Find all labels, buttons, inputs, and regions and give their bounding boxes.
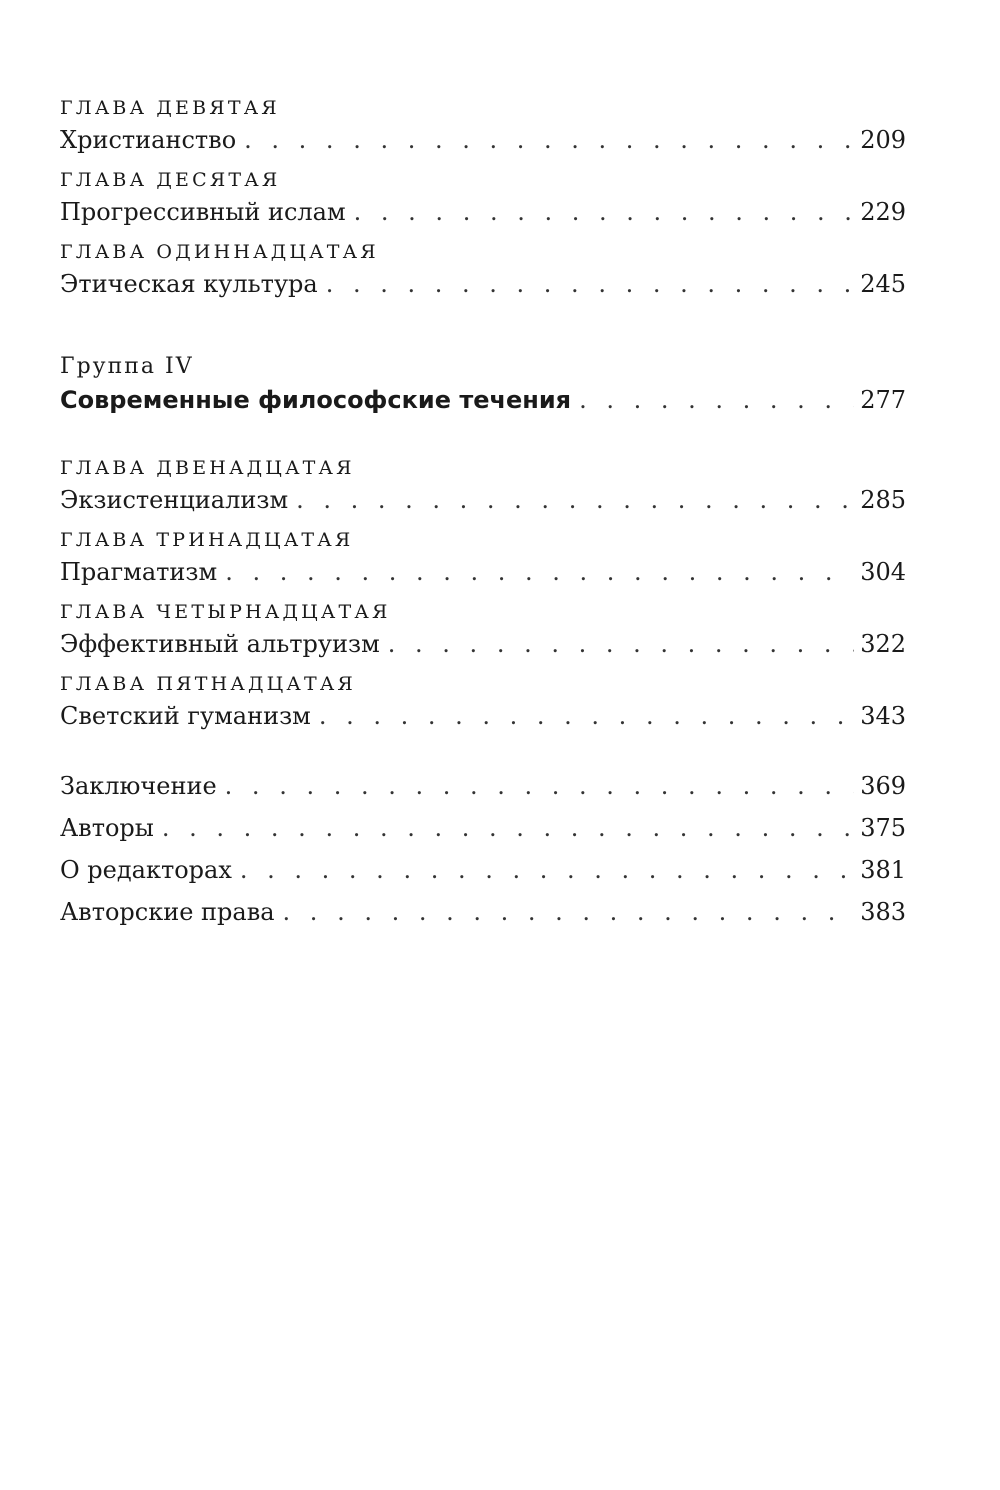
toc-entry[interactable]: [60, 194, 906, 232]
chapter-label: ГЛАВА ПЯТНАДЦАТАЯ: [60, 673, 356, 695]
entry-title: Светский гуманизм: [60, 702, 311, 730]
page-number: 229: [860, 198, 906, 226]
toc-entry[interactable]: [60, 894, 906, 936]
entry-title: Экзистенциализм: [60, 486, 289, 514]
entry-title: Прогрессивный ислам: [60, 198, 346, 226]
page-number: 381: [860, 856, 906, 884]
chapter-label: ГЛАВА ДВЕНАДЦАТАЯ: [60, 457, 355, 479]
page-number: 245: [860, 270, 906, 298]
toc-entry[interactable]: [60, 554, 906, 592]
page-number: 369: [860, 772, 906, 800]
chapter-13: [60, 526, 906, 592]
leader-dots: [319, 698, 854, 734]
leader-dots: [240, 852, 854, 888]
group-label: Группа IV: [60, 354, 194, 379]
entry-title: О редакторах: [60, 856, 232, 884]
toc-entry[interactable]: [60, 852, 906, 894]
back-matter: [60, 768, 906, 936]
leader-dots: [244, 122, 854, 158]
toc-entry[interactable]: [60, 122, 906, 160]
entry-title: Христианство: [60, 126, 237, 154]
page-number: 304: [860, 558, 906, 586]
toc-entry[interactable]: [60, 698, 906, 736]
entry-title: Этическая культура: [60, 270, 318, 298]
chapter-15: [60, 670, 906, 736]
page-number: 209: [860, 126, 906, 154]
chapter-label: ГЛАВА ЧЕТЫРНАДЦАТАЯ: [60, 601, 391, 623]
chapter-label: ГЛАВА ОДИННАДЦАТАЯ: [60, 241, 379, 263]
chapter-label: ГЛАВА ТРИНАДЦАТАЯ: [60, 529, 354, 551]
entry-title: Авторы: [60, 814, 154, 842]
entry-title: Авторские права: [60, 898, 275, 926]
page-number: 383: [860, 898, 906, 926]
entry-title: Заключение: [60, 772, 217, 800]
leader-dots: [354, 194, 855, 230]
leader-dots: [225, 554, 854, 590]
table-of-contents: [60, 88, 906, 936]
chapter-14: [60, 598, 906, 664]
leader-dots: [283, 894, 855, 930]
chapter-9: [60, 94, 906, 160]
toc-entry[interactable]: [60, 810, 906, 852]
toc-entry[interactable]: [60, 482, 906, 520]
leader-dots: [225, 768, 855, 804]
entry-title: Эффективный альтруизм: [60, 630, 380, 658]
group-4: [60, 352, 906, 420]
leader-dots: [579, 382, 854, 418]
toc-entry[interactable]: [60, 768, 906, 810]
entry-title: Прагматизм: [60, 558, 218, 586]
toc-entry[interactable]: [60, 266, 906, 304]
leader-dots: [388, 626, 854, 662]
page-number: 343: [860, 702, 906, 730]
leader-dots: [162, 810, 854, 846]
leader-dots: [296, 482, 854, 518]
page-number: 322: [860, 630, 906, 658]
page-number: 375: [860, 814, 906, 842]
group-title: Современные философские течения: [60, 386, 572, 414]
group-4-chapters: [60, 454, 906, 736]
page-number: 285: [860, 486, 906, 514]
page-number: 277: [860, 386, 906, 414]
chapter-11: [60, 238, 906, 304]
chapter-10: [60, 166, 906, 232]
chapter-label: ГЛАВА ДЕСЯТАЯ: [60, 169, 281, 191]
chapter-label: ГЛАВА ДЕВЯТАЯ: [60, 97, 280, 119]
leader-dots: [326, 266, 854, 302]
toc-entry[interactable]: [60, 626, 906, 664]
chapter-12: [60, 454, 906, 520]
group-entry[interactable]: [60, 382, 906, 420]
